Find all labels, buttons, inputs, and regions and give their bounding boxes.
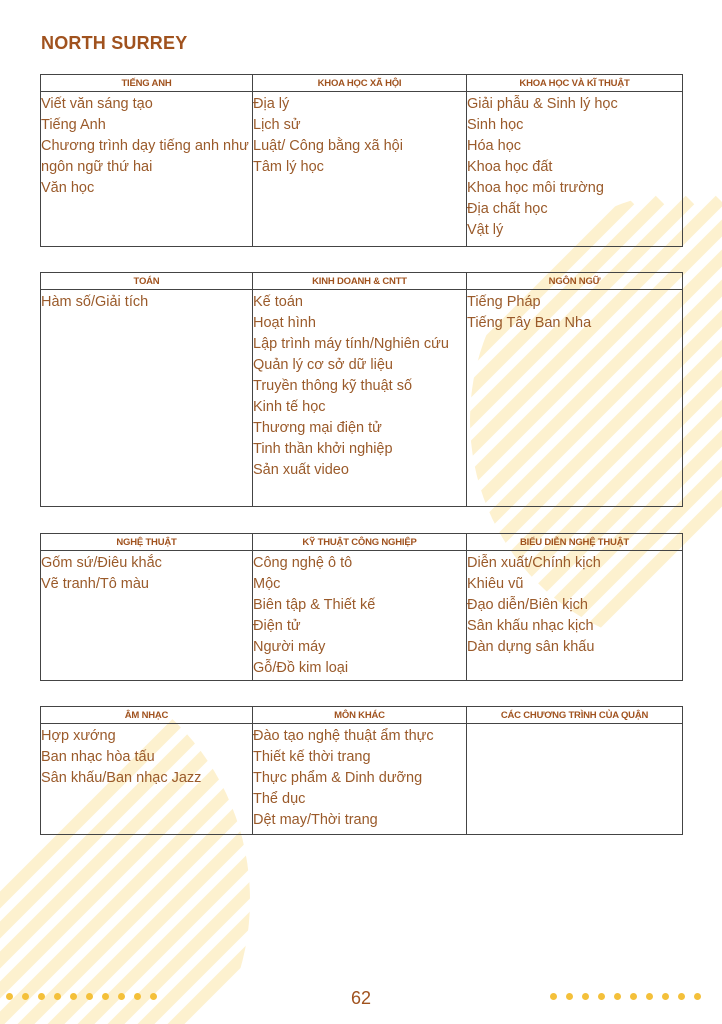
- course-item: Dệt may/Thời trang: [253, 812, 378, 828]
- column-header: NGÔN NGỮ: [467, 273, 683, 290]
- footer-dots-right: [550, 993, 701, 1000]
- course-item: Truyền thông kỹ thuật số: [253, 378, 413, 394]
- course-item: Dàn dựng sân khấu: [467, 639, 595, 655]
- course-item: Đào tạo nghệ thuật ẩm thực: [253, 728, 434, 744]
- table-row: [41, 290, 683, 507]
- course-item: Tinh thần khởi nghiệp: [253, 441, 393, 457]
- course-item: Địa lý: [253, 96, 290, 112]
- page-title: NORTH SURREY: [41, 33, 188, 53]
- table-header-row: [41, 534, 683, 551]
- course-item: Hoạt hình: [253, 315, 316, 331]
- course-item: Hóa học: [467, 138, 522, 154]
- table-cell: [253, 724, 467, 835]
- column-header: NGHỆ THUẬT: [41, 534, 253, 551]
- page-number: 62: [350, 988, 372, 1008]
- course-item: Công nghệ ô tô: [253, 555, 353, 571]
- column-header: ÂM NHẠC: [41, 707, 253, 724]
- decorative-dot: [662, 993, 669, 1000]
- decorative-dot: [550, 993, 557, 1000]
- table-header-row: [41, 75, 683, 92]
- course-item: Thiết kế thời trang: [253, 749, 371, 765]
- table-cell: [253, 290, 467, 507]
- table-header-row: [41, 707, 683, 724]
- table-cell: [253, 92, 467, 247]
- column-header: TIẾNG ANH: [41, 75, 253, 92]
- course-item: Sân khấu nhạc kịch: [467, 618, 594, 634]
- column-header: KHOA HỌC VÀ KĨ THUẬT: [467, 75, 683, 92]
- table-header-row: [41, 273, 683, 290]
- course-item: Thể dục: [253, 791, 306, 807]
- course-item: Sân khấu/Ban nhạc Jazz: [41, 770, 202, 786]
- column-header: CÁC CHƯƠNG TRÌNH CỦA QUẬN: [467, 707, 683, 724]
- course-item: Tiếng Pháp: [467, 294, 541, 310]
- column-header: KỸ THUẬT CÔNG NGHIỆP: [253, 534, 467, 551]
- decorative-dot: [582, 993, 589, 1000]
- table-row: [41, 551, 683, 681]
- course-item: Điện tử: [253, 618, 301, 634]
- program-table-2: [40, 272, 683, 507]
- course-item: Tâm lý học: [253, 159, 324, 175]
- column-header: TOÁN: [41, 273, 253, 290]
- course-item: Luật/ Công bằng xã hội: [253, 138, 403, 154]
- course-item: Tiếng Tây Ban Nha: [467, 315, 592, 331]
- course-item: Sản xuất video: [253, 462, 349, 478]
- table-cell: [253, 551, 467, 681]
- course-item: Hợp xướng: [41, 728, 116, 744]
- course-item: Chương trình dạy tiếng anh như ngôn ngữ thứ hai: [41, 138, 249, 175]
- course-item: Lập trình máy tính/Nghiên cứu: [253, 336, 449, 352]
- course-item: Thương mại điện tử: [253, 420, 382, 436]
- course-item: Hàm số/Giải tích: [41, 294, 149, 310]
- course-item: Khiêu vũ: [467, 576, 524, 592]
- decorative-dot: [630, 993, 637, 1000]
- course-item: Vật lý: [467, 222, 504, 238]
- column-header: KINH DOANH & CNTT: [253, 273, 467, 290]
- program-table-4: [40, 706, 683, 835]
- course-item: Khoa học đất: [467, 159, 553, 175]
- course-item: Kế toán: [253, 294, 303, 310]
- column-header: KHOA HỌC XÃ HỘI: [253, 75, 467, 92]
- course-item: Sinh học: [467, 117, 524, 133]
- program-table-3: [40, 533, 683, 681]
- course-item: Văn học: [41, 180, 95, 196]
- table-cell: [467, 290, 683, 507]
- table-cell: [467, 551, 683, 681]
- course-item: Biên tập & Thiết kế: [253, 597, 376, 613]
- table-cell-empty: [467, 724, 683, 835]
- course-item: Mộc: [253, 576, 281, 592]
- decorative-dot: [646, 993, 653, 1000]
- decorative-dot: [598, 993, 605, 1000]
- table-cell: [41, 724, 253, 835]
- course-item: Địa chất học: [467, 201, 548, 217]
- decorative-dot: [678, 993, 685, 1000]
- table-cell: [41, 551, 253, 681]
- course-item: Lịch sử: [253, 117, 301, 133]
- table-row: [41, 92, 683, 247]
- decorative-dot: [566, 993, 573, 1000]
- course-item: Viết văn sáng tạo: [41, 96, 153, 112]
- course-item: Khoa học môi trường: [467, 180, 604, 196]
- course-item: Đạo diễn/Biên kịch: [467, 597, 588, 613]
- course-item: Ban nhạc hòa tấu: [41, 749, 155, 765]
- decorative-dot: [614, 993, 621, 1000]
- course-item: Người máy: [253, 639, 326, 655]
- course-item: Vẽ tranh/Tô màu: [41, 576, 149, 592]
- course-item: Gỗ/Đồ kim loại: [253, 660, 349, 676]
- table-cell: [41, 92, 253, 247]
- column-header: MÔN KHÁC: [253, 707, 467, 724]
- decorative-dot: [694, 993, 701, 1000]
- course-item: Tiếng Anh: [41, 117, 106, 133]
- table-cell: [467, 92, 683, 247]
- program-table-1: [40, 74, 683, 247]
- course-item: Giải phẫu & Sinh lý học: [467, 96, 618, 112]
- course-item: Diễn xuất/Chính kịch: [467, 555, 601, 571]
- course-item: Thực phẩm & Dinh dưỡng: [253, 770, 423, 786]
- course-item: Kinh tế học: [253, 399, 326, 415]
- column-header: BIỂU DIỄN NGHỆ THUẬT: [467, 534, 683, 551]
- course-item: Quản lý cơ sở dữ liệu: [253, 357, 393, 373]
- course-item: Gốm sứ/Điêu khắc: [41, 555, 162, 571]
- table-row: [41, 724, 683, 835]
- table-cell: [41, 290, 253, 507]
